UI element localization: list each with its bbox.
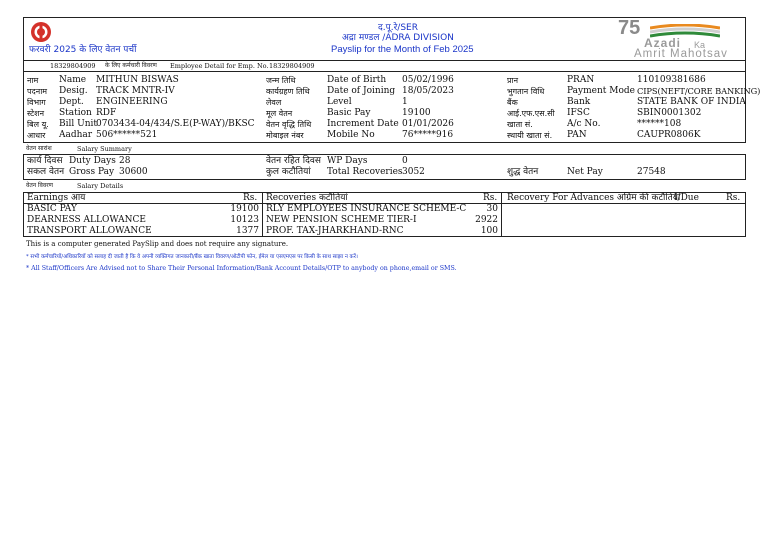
- salary-summary-box: [23, 154, 746, 180]
- wp-days-label-hindi: वेतन रहित दिवस: [266, 156, 321, 166]
- recovery-amount: 2922: [475, 215, 498, 225]
- gross-pay-value: 30600: [119, 167, 148, 177]
- employee-id-left: 18329804909: [50, 62, 96, 70]
- payment-mode-label-hindi: भुगतान विधि: [507, 87, 545, 96]
- pan-value: CAUPR0806K: [637, 130, 701, 140]
- earning-amount: 1377: [236, 226, 259, 236]
- increment-date-label: Increment Date: [327, 119, 399, 129]
- station-value: RDF: [96, 108, 117, 118]
- salary-details-table: [23, 192, 746, 237]
- designation-value: TRACK MNTR-IV: [96, 86, 175, 96]
- idue-header: I/Due: [674, 193, 699, 203]
- gross-pay-label-hindi: सकल वेतन: [27, 167, 65, 177]
- logo-number: 75: [618, 17, 641, 39]
- ifsc-label: IFSC: [567, 108, 590, 118]
- org-name: द.पू.रे/SER: [378, 23, 418, 33]
- account-value: ******108: [637, 119, 682, 129]
- payslip-month-hindi: फरवरी 2025 के लिए वेतन पर्ची: [29, 45, 137, 55]
- level-value: 1: [402, 97, 408, 107]
- mobile-label-hindi: मोबाइल नंबर: [266, 131, 304, 140]
- advances-rs-header: Rs.: [726, 193, 741, 203]
- logo-amrit-mahotsav: Amrit Mahotsav: [634, 48, 728, 60]
- doj-label-hindi: कार्यग्रहण तिथि: [266, 87, 310, 96]
- amrit-mahotsav-logo: [614, 17, 746, 60]
- pan-label: PAN: [567, 130, 587, 140]
- bank-label-hindi: बैंक: [507, 98, 518, 107]
- ifsc-value: SBIN0001302: [637, 108, 702, 118]
- bill-unit-value: 0703434-04/434/S.E(P-WAY)/BKSC: [96, 119, 255, 129]
- recovery-amount: 30: [486, 204, 498, 214]
- duty-days-label-hindi: कार्य दिवस: [27, 156, 63, 166]
- salary-details-label: Salary Details: [77, 182, 124, 190]
- aadhar-label: Aadhar: [59, 130, 93, 140]
- basic-pay-value: 19100: [402, 108, 431, 118]
- employee-strip: [23, 61, 746, 72]
- division-name: अद्रा मण्डल /ADRA DIVISION: [342, 33, 454, 43]
- account-label: A/c No.: [567, 119, 601, 129]
- pan-label-hindi: स्थायी खाता सं.: [507, 131, 553, 140]
- bill-unit-label: Bill Unit: [59, 119, 97, 129]
- level-label-hindi: लेवल: [266, 98, 282, 107]
- earning-amount: 19100: [230, 204, 259, 214]
- recovery-amount: 100: [480, 226, 498, 236]
- total-recoveries-label: Total Recoveries: [327, 167, 403, 177]
- department-label: Dept.: [59, 97, 84, 107]
- earnings-rs-header: Rs.: [243, 193, 258, 203]
- logo-azadi: Azadi: [644, 36, 682, 50]
- logo-ka: Ka: [694, 40, 706, 50]
- mobile-label: Mobile No: [327, 130, 375, 140]
- payment-mode-value: CIPS(NEFT/CORE BANKING): [637, 86, 761, 96]
- increment-date-label-hindi: वेतन वृद्धि तिथि: [266, 120, 312, 129]
- duty-days-label: Duty Days: [69, 156, 116, 166]
- salary-details-label-hindi: वेतन विवरण: [26, 182, 54, 189]
- department-value: ENGINEERING: [96, 97, 168, 107]
- recoveries-header: Recoveries कटौतियां: [266, 193, 348, 203]
- net-pay-label-hindi: शुद्ध वेतन: [507, 167, 539, 177]
- advances-header: Recovery For Advances अग्रिम की कटौतियां: [507, 193, 681, 203]
- earning-name: BASIC PAY: [27, 204, 77, 214]
- wp-days-label: WP Days: [327, 156, 368, 166]
- pran-label-hindi: प्रान: [507, 76, 519, 85]
- net-pay-label: Net Pay: [567, 167, 603, 177]
- name-label-hindi: नाम: [27, 76, 39, 85]
- pran-value: 110109381686: [637, 75, 706, 85]
- employee-detail-label: Employee Detail for Emp. No.: [170, 62, 269, 70]
- recoveries-rs-header: Rs.: [483, 193, 498, 203]
- payslip-title: Payslip for the Month of Feb 2025: [331, 44, 474, 55]
- total-recoveries-value: 3052: [402, 167, 425, 177]
- salary-summary-label-hindi: वेतन सारांश: [26, 145, 52, 152]
- earning-amount: 10123: [230, 215, 259, 225]
- advice-hindi: * सभी कर्मचारियों/अधिकारियों को सलाह दी जाती है कि वे अपनी व्यक्तिगत जानकारी/बैंक खाता विवरण/ओटीपी फोन, ईमेल या एसएमएस पर किसी के साथ साझा न करें।: [26, 254, 358, 260]
- employee-id-right: 18329804909: [269, 62, 315, 70]
- aadhar-value: 506******521: [96, 130, 158, 140]
- employee-detail-label-hindi: के लिए कर्मचारी विवरण: [105, 62, 157, 69]
- recovery-name: PROF. TAX-JHARKHAND-RNC: [266, 226, 404, 236]
- advice-english: * All Staff/Officers Are Advised not to Share Their Personal Information/Bank Account Details/OTP to anybody on phone,email or SMS.: [26, 265, 457, 272]
- mobile-value: 76*****916: [402, 130, 454, 140]
- doj-label: Date of Joining: [327, 86, 396, 96]
- name-value: MITHUN BISWAS: [96, 75, 179, 85]
- bill-unit-label-hindi: बिल यू.: [27, 120, 49, 129]
- aadhar-label-hindi: आधार: [27, 131, 46, 140]
- dob-value: 05/02/1996: [402, 75, 454, 85]
- employee-details-box: [23, 72, 761, 143]
- station-label: Station: [59, 108, 92, 118]
- payment-mode-label: Payment Mode: [567, 86, 635, 96]
- increment-date-value: 01/01/2026: [402, 119, 454, 129]
- level-label: Level: [327, 97, 352, 107]
- earning-name: DEARNESS ALLOWANCE: [27, 215, 147, 225]
- station-label-hindi: स्टेशन: [27, 109, 45, 118]
- dob-label-hindi: जन्म तिथि: [266, 76, 296, 85]
- duty-days-value: 28: [119, 156, 131, 166]
- designation-label: Desig.: [59, 86, 88, 96]
- bank-label: Bank: [567, 97, 591, 107]
- ifsc-label-hindi: आई.एफ.एस.सी: [507, 109, 555, 118]
- basic-pay-label-hindi: मूल वेतन: [266, 109, 293, 118]
- gross-pay-label: Gross Pay: [69, 167, 115, 177]
- bank-value: STATE BANK OF INDIA: [637, 97, 746, 107]
- header-box: [23, 17, 746, 61]
- computer-generated-note: This is a computer generated PaySlip and does not require any signature.: [26, 240, 289, 248]
- doj-value: 18/05/2023: [402, 86, 454, 96]
- salary-summary-label: Salary Summary: [77, 145, 132, 153]
- account-label-hindi: खाता सं.: [507, 120, 533, 129]
- railway-logo-icon: [30, 21, 52, 43]
- earning-name: TRANSPORT ALLOWANCE: [27, 226, 152, 236]
- pran-label: PRAN: [567, 75, 595, 85]
- name-label: Name: [59, 75, 87, 85]
- net-pay-value: 27548: [637, 167, 666, 177]
- total-recoveries-label-hindi: कुल कटौतियां: [266, 167, 311, 177]
- department-label-hindi: विभाग: [27, 98, 46, 107]
- recovery-name: RLY EMPLOYEES INSURANCE SCHEME-C: [266, 204, 467, 214]
- basic-pay-label: Basic Pay: [327, 108, 371, 118]
- wp-days-value: 0: [402, 156, 408, 166]
- recovery-name: NEW PENSION SCHEME TIER-I: [266, 215, 417, 225]
- dob-label: Date of Birth: [327, 75, 387, 85]
- designation-label-hindi: पदनाम: [27, 87, 48, 96]
- earnings-header: Earnings आय: [27, 193, 86, 203]
